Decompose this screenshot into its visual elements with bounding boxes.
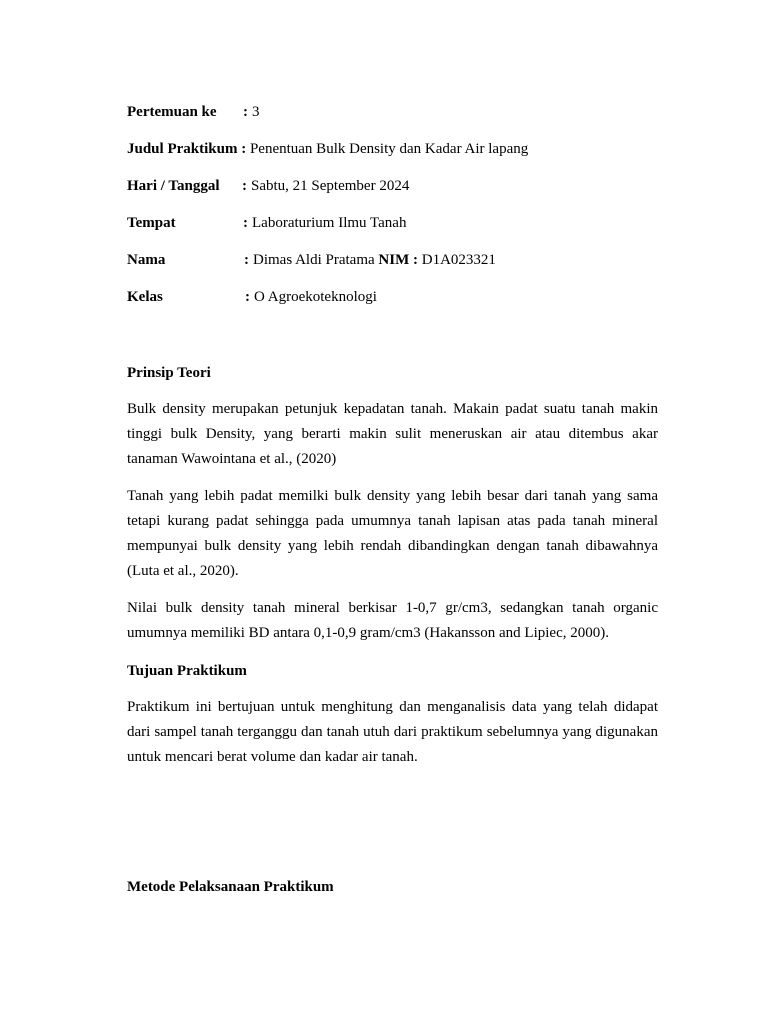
hari-row [127, 177, 220, 195]
nama-colon: : [244, 252, 249, 268]
pertemuan-label: Pertemuan ke [127, 104, 217, 120]
judul-row [127, 140, 528, 158]
tempat-row [127, 214, 176, 232]
kelas-value: O Agroekoteknologi [254, 289, 377, 305]
pertemuan-colon: : [243, 104, 248, 120]
nama-value-group [253, 251, 496, 269]
nama-row [127, 251, 165, 269]
tempat-label: Tempat [127, 215, 176, 231]
nim-label: NIM : [378, 252, 418, 268]
pertemuan-row [127, 103, 217, 121]
tujuan-paragraph-1: Praktikum ini bertujuan untuk menghitung dan menganalisis data yang telah didapat dari sampel tanah terganggu dan tanah utuh dari praktikum sebelumnya yang digunakan untuk mencari berat volume dan kadar air tanah. [127, 699, 658, 765]
pertemuan-value: 3 [252, 104, 260, 120]
judul-value: Penentuan Bulk Density dan Kadar Air lapang [249, 141, 529, 157]
nim-value: D1A023321 [421, 252, 496, 268]
tempat-value: Laboraturium Ilmu Tanah [252, 215, 407, 231]
prinsip-paragraph-2: Tanah yang lebih padat memilki bulk density yang lebih besar dari tanah yang sama tetapi kurang padat sehingga pada umumnya tanah lapisan atas pada tanah mineral mempunyai bulk density yang lebih rendah dibandingkan dengan tanah dibawahnya (Luta et al., 2020). [127, 488, 658, 579]
judul-label: Judul Praktikum : [127, 141, 247, 157]
metode-heading: Metode Pelaksanaan Praktikum [127, 879, 334, 895]
nama-value: Dimas Aldi Pratama [253, 252, 375, 268]
hari-label: Hari / Tanggal [127, 178, 220, 194]
tujuan-heading: Tujuan Praktikum [127, 663, 247, 679]
kelas-label: Kelas [127, 289, 163, 305]
nama-label: Nama [127, 252, 166, 268]
hari-colon: : [242, 178, 247, 194]
prinsip-paragraph-3: Nilai bulk density tanah mineral berkisar 1-0,7 gr/cm3, sedangkan tanah organic umumnya memiliki BD antara 0,1-0,9 gram/cm3 (Hakansson and Lipiec, 2000). [127, 600, 658, 641]
kelas-colon: : [245, 289, 250, 305]
kelas-row [127, 288, 163, 306]
tempat-colon: : [243, 215, 248, 231]
prinsip-heading: Prinsip Teori [127, 365, 211, 381]
hari-value: Sabtu, 21 September 2024 [251, 178, 410, 194]
prinsip-paragraph-1: Bulk density merupakan petunjuk kepadatan tanah. Makain padat suatu tanah makin tinggi bulk Density, yang berarti makin sulit meneruskan air atau ditembus akar tanaman Wawointana et al., (2020) [127, 401, 658, 467]
